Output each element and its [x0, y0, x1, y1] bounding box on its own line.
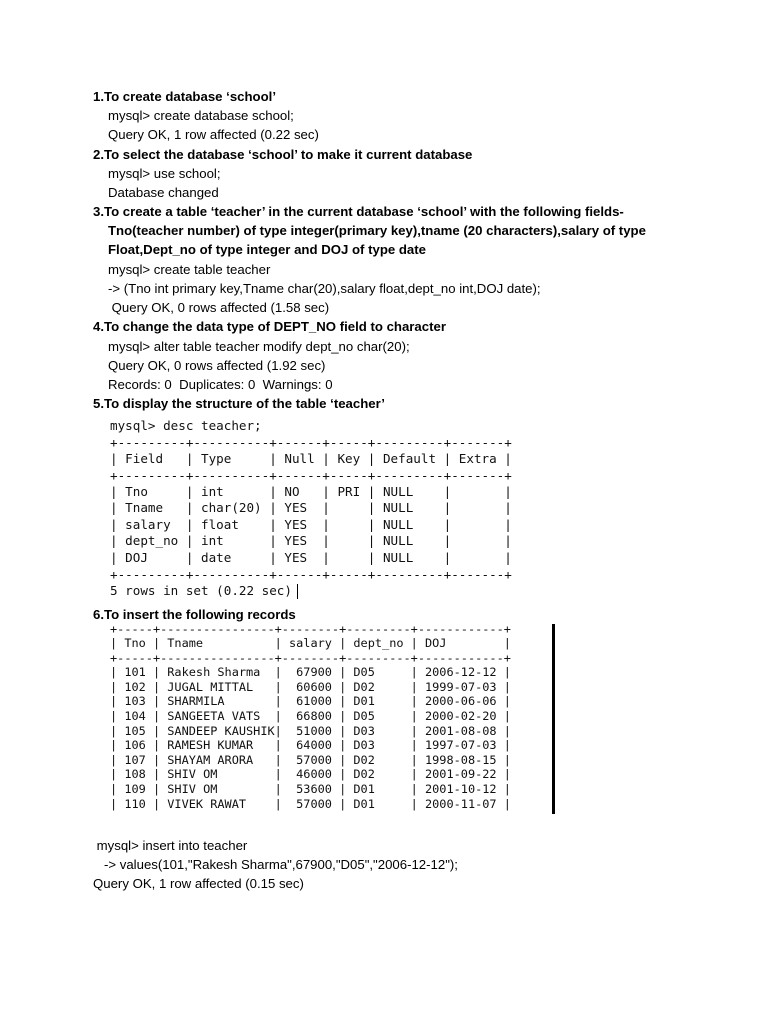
section-2-result: Database changed: [108, 185, 219, 200]
insert-command: mysql> insert into teacher: [93, 838, 248, 853]
records-row: | 105 | SANDEEP KAUSHIK| 51000 | D03 | 2001-08-08 |: [110, 724, 511, 738]
desc-row: | dept_no | int | YES | | NULL | |: [110, 533, 512, 548]
section-6-heading: 6.To insert the following records: [93, 607, 296, 622]
section-3-heading-cont-1: Tno(teacher number) of type integer(primary key),tname (20 characters),salary of type: [108, 223, 646, 238]
section-2-command: mysql> use school;: [108, 166, 221, 181]
desc-footer: 5 rows in set (0.22 sec): [110, 583, 292, 598]
desc-border-top: +---------+----------+------+-----+---------+-------+: [110, 435, 512, 450]
section-3-command: mysql> create table teacher: [108, 262, 271, 277]
section-3-heading: 3.To create a table ‘teacher’ in the current database ‘school’ with the following fields-: [93, 204, 624, 219]
records-row: | 102 | JUGAL MITTAL | 60600 | D02 | 1999-07-03 |: [110, 680, 511, 694]
desc-command: mysql> desc teacher;: [110, 418, 262, 433]
text-cursor: [297, 584, 298, 599]
desc-row: | Tno | int | NO | PRI | NULL | |: [110, 484, 512, 499]
records-row: | 109 | SHIV OM | 53600 | D01 | 2001-10-12 |: [110, 782, 511, 796]
records-row: | 103 | SHARMILA | 61000 | D01 | 2000-06-06 |: [110, 694, 511, 708]
section-5-heading: 5.To display the structure of the table ‘teacher’: [93, 396, 385, 411]
records-header-row: | Tno | Tname | salary | dept_no | DOJ |: [110, 636, 511, 650]
section-3-heading-cont-2: Float,Dept_no of type integer and DOJ of type date: [108, 242, 426, 257]
records-row: | 101 | Rakesh Sharma | 67900 | D05 | 2006-12-12 |: [110, 665, 511, 679]
desc-header-row: | Field | Type | Null | Key | Default | Extra |: [110, 451, 512, 466]
section-4-command: mysql> alter table teacher modify dept_no char(20);: [108, 339, 410, 354]
desc-row: | DOJ | date | YES | | NULL | |: [110, 550, 512, 565]
section-3-command-cont: -> (Tno int primary key,Tname char(20),salary float,dept_no int,DOJ date);: [108, 281, 541, 296]
desc-border-bottom: +---------+----------+------+-----+---------+-------+: [110, 567, 512, 582]
records-row: | 108 | SHIV OM | 46000 | D02 | 2001-09-22 |: [110, 767, 511, 781]
section-4-result: Query OK, 0 rows affected (1.92 sec): [108, 358, 326, 373]
desc-row: | Tname | char(20) | YES | | NULL | |: [110, 500, 512, 515]
insert-result: Query OK, 1 row affected (0.15 sec): [93, 876, 304, 891]
records-row: | 107 | SHAYAM ARORA | 57000 | D02 | 1998-08-15 |: [110, 753, 511, 767]
desc-border-mid: +---------+----------+------+-----+---------+-------+: [110, 468, 512, 483]
insert-command-cont: -> values(101,"Rakesh Sharma",67900,"D05","2006-12-12");: [93, 857, 458, 872]
section-1-heading: 1.To create database ‘school’: [93, 89, 276, 104]
section-2-heading: 2.To select the database ‘school’ to make it current database: [93, 147, 473, 162]
records-row: | 104 | SANGEETA VATS | 66800 | D05 | 2000-02-20 |: [110, 709, 511, 723]
section-4-heading: 4.To change the data type of DEPT_NO field to character: [93, 319, 446, 334]
section-1-command: mysql> create database school;: [108, 108, 294, 123]
section-3-result: Query OK, 0 rows affected (1.58 sec): [108, 300, 330, 315]
desc-row: | salary | float | YES | | NULL | |: [110, 517, 512, 532]
section-1-result: Query OK, 1 row affected (0.22 sec): [108, 127, 319, 142]
records-border-top: +-----+----------------+--------+---------+------------+: [110, 622, 511, 636]
section-4-records: Records: 0 Duplicates: 0 Warnings: 0: [108, 377, 333, 392]
records-row: | 110 | VIVEK RAWAT | 57000 | D01 | 2000-11-07 |: [110, 797, 511, 811]
records-border-mid: +-----+----------------+--------+---------+------------+: [110, 651, 511, 665]
console-edge-bar: [552, 624, 555, 814]
records-row: | 106 | RAMESH KUMAR | 64000 | D03 | 1997-07-03 |: [110, 738, 511, 752]
